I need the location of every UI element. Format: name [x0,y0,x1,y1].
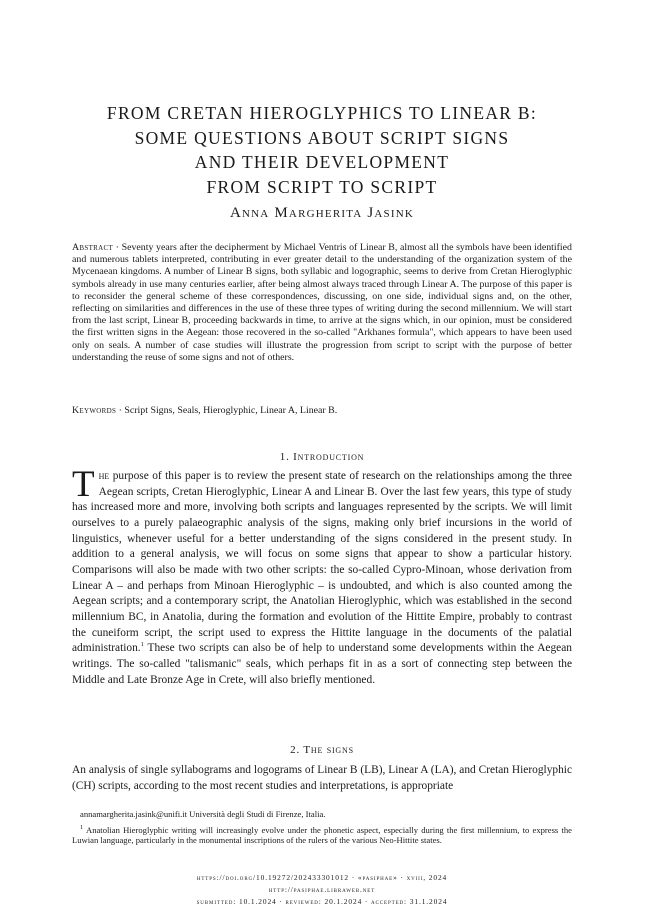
journal-url-line[interactable]: http://pasiphae.libraweb.net [268,885,376,894]
abstract [72,242,572,364]
abstract-label: Abstract [72,242,114,253]
title-line: SOME QUESTIONS ABOUT SCRIPT SIGNS [134,127,510,148]
keywords-text: Script Signs, Seals, Hieroglyphic, Linear A, Linear B. [124,405,338,416]
keywords [72,405,572,417]
author-name: Anna Margherita Jasink [229,205,415,221]
abstract-separator: · [113,242,122,253]
title-line: AND THEIR DEVELOPMENT [194,152,450,172]
introduction-text-part2: These two scripts can also be of help to understand some developments within the Aegean writings. The so-called "talismanic" seals, which perhaps fit in as a sort of connecting step between the Middle and Late Bronze Age in Crete, will also briefly mentioned. [72,642,572,686]
paper-title [72,101,572,199]
footnote-text: Anatolian Hieroglyphic writing will increasingly evolve under the phonetic aspect, especially during the first millennium, to express the Luwian language, particularly in the monumental inscriptions of the rulers of the various Neo-Hittite states. [72,825,572,846]
footnote-1 [72,825,572,846]
footnote-reference[interactable]: 1 [140,641,144,649]
title-line: FROM SCRIPT TO SCRIPT [206,176,438,197]
submission-dates-line: submitted: 10.1.2024 · reviewed: 20.1.2024 · accepted: 31.1.2024 [196,897,448,906]
keywords-separator: · [116,405,125,416]
footnote-number: 1 [80,824,84,832]
section-heading-signs: 2. The signs [290,744,354,756]
section-heading-introduction: 1. Introduction [279,451,365,463]
signs-paragraph: An analysis of single syllabograms and logograms of Linear B (LB), Linear A (LA), and Cretan Hieroglyphic (CH) scripts, according to the most recent studies and interpretations, is appropriate [72,764,572,792]
doi-line[interactable]: https://doi.org/10.19272/202433301012 · «pasiphae» · xviii, 2024 [196,873,448,882]
introduction-paragraph [72,464,572,688]
first-word-smallcaps: he [98,470,110,482]
title-line: FROM CRETAN HIEROGLYPHICS TO LINEAR B: [106,103,538,123]
keywords-label: Keywords [72,405,117,416]
abstract-text: Seventy years after the decipherment by Michael Ventris of Linear B, almost all the symbols have been identified and numerous tablets interpreted, contributing in ever greater detail to the understanding of the organization system of the Mycenaean kingdoms. A number of Linear B signs, both syllabic and logographic, seems to derive from Cretan Hieroglyphic symbols already in use many centuries earlier, after being almost always traced through Linear A. The purpose of this paper is to reconsider the general scheme of these correspondences, discussing, on one side, individual signs and, on the other, reflecting on similarities and differences in the use of these three types of writing during the second millennium. We will start from the last script, Linear B, proceeding backwards in time, to arrive at the signs which, in our opinion, must be considered the first written signs in the Aegean: those recovered in the so-called "Arkhanes formula", which appears to have been used only on seals. A number of case studies will illustrate the progression from script to script with the purpose of better understanding the reuse of some signs and not of others. [72,242,572,363]
introduction-text-part1: purpose of this paper is to review the present state of research on the relationships among the three Aegean scripts, Cretan Hieroglyphic, Linear A and Linear B. Over the last few years, this type of study has increased more and more, involving both scripts and languages represented by the scripts. We will limit ourselves to a purely palaeographic analysis of the signs, making only brief incursions in the world of linguistics, whenever useful for a better understanding of the signs considered in the present study. In addition to a general analysis, we will focus on some signs that appear to show a particular history. Comparisons will also be made with two other scripts: the so-called Cypro-Minoan, whose derivation from Linear A – and perhaps from Minoan Hieroglyphic – is undoubted, and which is also counted among the Aegean scripts; and a contemporary script, the Anatolian Hieroglyphic, which was established in the second millennium BC, in Anatolia, during the formation and evolution of the Hittite Empire, probably to contrast the cuneiform script, the script used to express the Hittite language in the documents of the palatial administration. [72,470,572,655]
drop-cap: T [72,464,95,505]
author-affiliation-footnote: annamargherita.jasink@unifi.it Università degli Studi di Firenze, Italia. [80,809,326,819]
